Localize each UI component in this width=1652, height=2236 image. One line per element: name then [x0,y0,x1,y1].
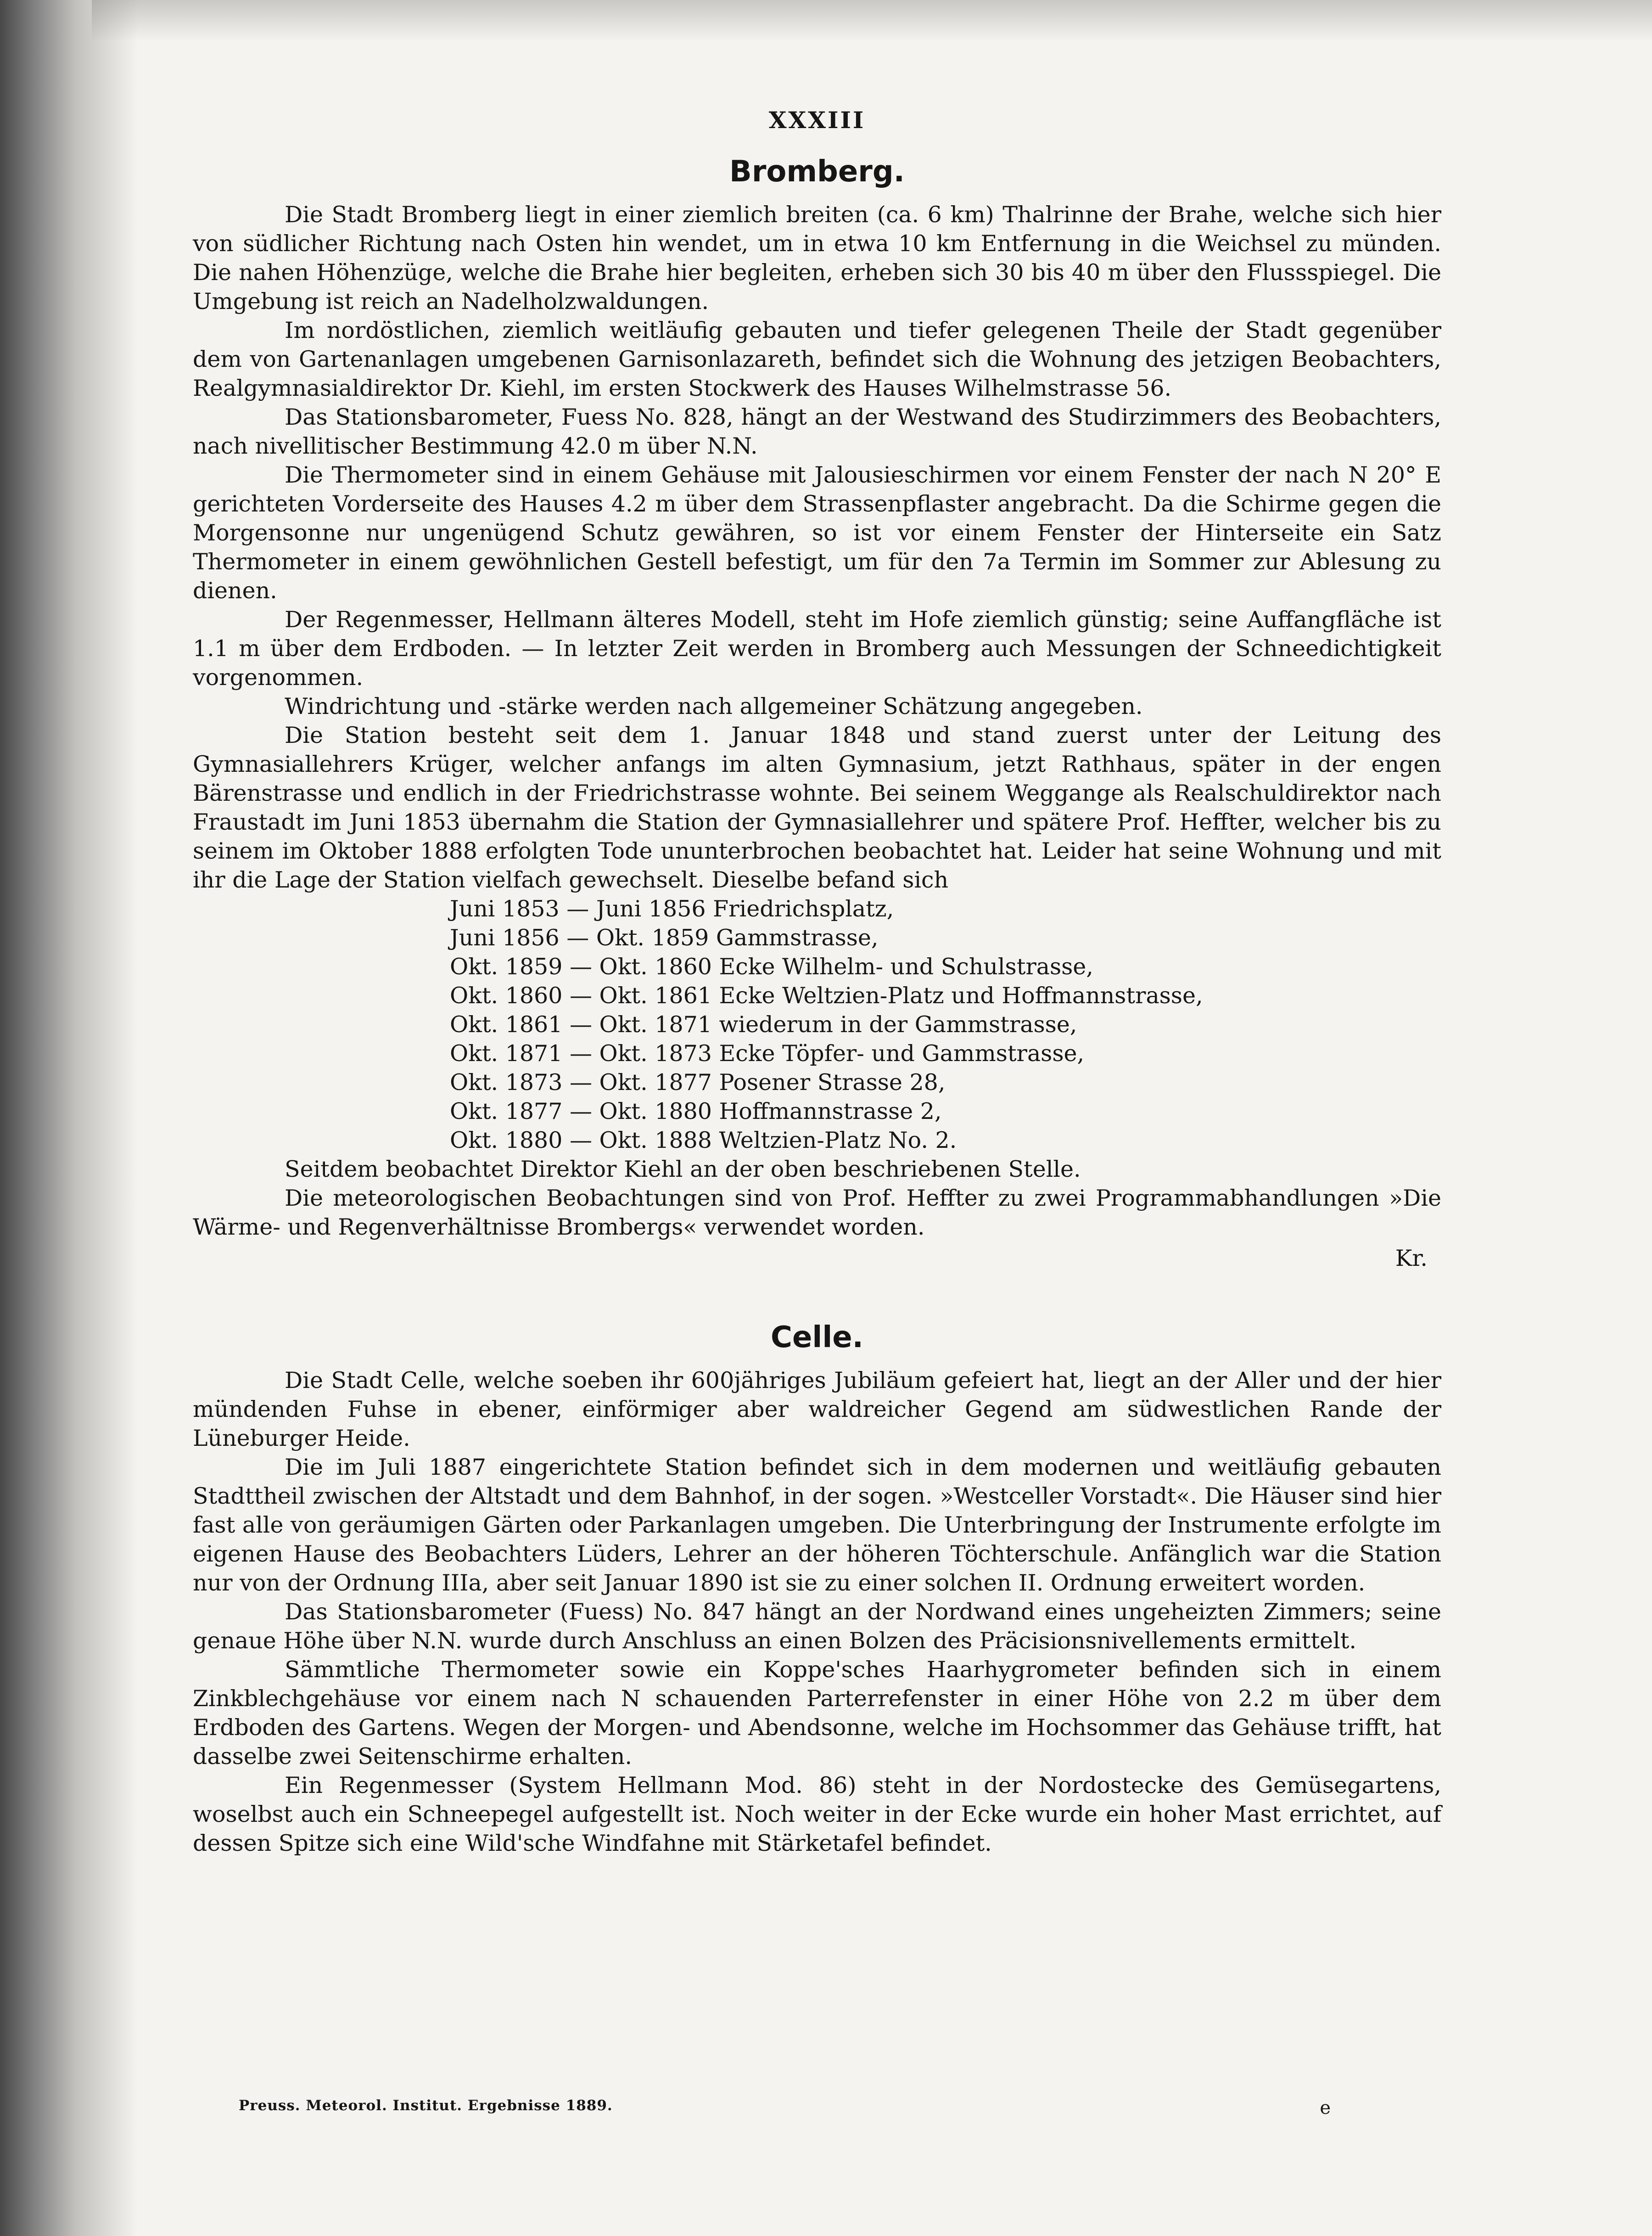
paragraph: Sämmtliche Thermometer sowie ein Koppe'sches Haarhygrometer befinden sich in einem Zinkblechgehäuse vor einem nach N schauenden Parterrefenster in einer Höhe von 2.2 m über dem Erdboden des Gartens. Wegen der Morgen- und Abendsonne, welche im Hochsommer das Gehäuse trifft, hat dasselbe zwei Seitenschirme erhalten. [193,1657,1441,1770]
location-entry: Okt. 1880 — Okt. 1888 Weltzien-Platz No. 2. [450,1127,957,1153]
paragraph: Windrichtung und -stärke werden nach allgemeiner Schätzung angegeben. [285,693,1143,719]
location-list [450,894,1441,1155]
page-number: XXXIII [768,107,866,134]
paragraph: Ein Regenmesser (System Hellmann Mod. 86) steht in der Nordostecke des Gemüsegartens, woselbst auch ein Schneepegel aufgestellt ist. Noch weiter in der Ecke wurde ein hoher Mast errichtet, auf dessen Spitze sich eine Wild'sche Windfahne mit Stärketafel befindet. [193,1772,1441,1856]
paragraph: Das Stationsbarometer, Fuess No. 828, hängt an der Westwand des Studirzimmers des Beobachters, nach nivellitischer Bestimmung 42.0 m über N.N. [193,404,1441,459]
section-celle [193,1320,1441,1858]
footer-signature-mark: e [1320,2097,1331,2118]
section-heading: Celle. [771,1320,863,1354]
location-entry: Okt. 1861 — Okt. 1871 wiederum in der Gammstrasse, [450,1011,1077,1038]
author-signature: Kr. [1395,1245,1428,1271]
document-page [193,106,1441,1858]
paragraph: Die Station besteht seit dem 1. Januar 1848 und stand zuerst unter der Leitung des Gymnasiallehrers Krüger, welcher anfangs im alten Gymnasium, jetzt Rathhaus, später in der engen Bärenstrasse und endlich in der Friedrichstrasse wohnte. Bei seinem Weggange als Realschuldirektor nach Fraustadt im Juni 1853 übernahm die Station der Gymnasiallehrer und spätere Prof. Heffter, welcher bis zu seinem im Oktober 1888 erfolgten Tode ununterbrochen beobachtet hat. Leider hat seine Wohnung und mit ihr die Lage der Station vielfach gewechselt. Dieselbe befand sich [193,722,1441,893]
paragraph: Das Stationsbarometer (Fuess) No. 847 hängt an der Nordwand eines ungeheizten Zimmers; seine genaue Höhe über N.N. wurde durch Anschluss an einen Bolzen des Präcisionsnivellements ermittelt. [193,1599,1441,1654]
section-heading: Bromberg. [729,155,905,189]
paragraph: Die Stadt Celle, welche soeben ihr 600jähriges Jubiläum gefeiert hat, liegt an der Aller und der hier mündenden Fuhse in ebener, einförmiger aber waldreicher Gegend am südwestlichen Rande der Lüneburger Heide. [193,1367,1441,1451]
page-footer [239,2097,1331,2118]
location-entry: Okt. 1860 — Okt. 1861 Ecke Weltzien-Platz und Hoffmannstrasse, [450,983,1203,1009]
location-entry: Okt. 1871 — Okt. 1873 Ecke Töpfer- und Gammstrasse, [450,1040,1085,1067]
scan-edge-shadow [0,0,138,2236]
paragraph: Im nordöstlichen, ziemlich weitläufig gebauten und tiefer gelegenen Theile der Stadt gegenüber dem von Gartenanlagen umgebenen Garnisonlazareth, befindet sich die Wohnung des jetzigen Beobachters, Realgymnasialdirektor Dr. Kiehl, im ersten Stockwerk des Hauses Wilhelmstrasse 56. [193,317,1441,401]
paragraph: Die Stadt Bromberg liegt in einer ziemlich breiten (ca. 6 km) Thalrinne der Brahe, welche sich hier von südlicher Richtung nach Osten hin wendet, um in etwa 10 km Entfernung in die Weichsel zu münden. Die nahen Höhenzüge, welche die Brahe hier begleiten, erheben sich 30 bis 40 m über den Flussspiegel. Die Umgebung ist reich an Nadelholzwaldungen. [193,202,1441,315]
paragraph: Der Regenmesser, Hellmann älteres Modell, steht im Hofe ziemlich günstig; seine Auffangfläche ist 1.1 m über dem Erdboden. — In letzter Zeit werden in Bromberg auch Messungen der Schneedichtigkeit vorgenommen. [193,607,1441,691]
location-entry: Juni 1856 — Okt. 1859 Gammstrasse, [450,925,879,951]
footer-publication: Preuss. Meteorol. Institut. Ergebnisse 1889. [239,2097,613,2114]
location-entry: Okt. 1859 — Okt. 1860 Ecke Wilhelm- und Schulstrasse, [450,954,1093,980]
scan-top-smudge [92,0,1652,41]
paragraph: Seitdem beobachtet Direktor Kiehl an der oben beschriebenen Stelle. [285,1156,1081,1182]
paragraph: Die im Juli 1887 eingerichtete Station befindet sich in dem modernen und weitläufig gebauten Stadttheil zwischen der Altstadt und dem Bahnhof, in der sogen. »Westceller Vorstadt«. Die Häuser sind hier fast alle von geräumigen Gärten oder Parkanlagen umgeben. Die Unterbringung der Instrumente erfolgte im eigenen Hause des Beobachters Lüders, Lehrer an der höheren Töchterschule. Anfänglich war die Station nur von der Ordnung IIIa, aber seit Januar 1890 ist sie zu einer solchen II. Ordnung erweitert worden. [193,1454,1441,1596]
location-entry: Juni 1853 — Juni 1856 Friedrichsplatz, [450,896,894,922]
section-bromberg [193,157,1441,1273]
paragraph: Die Thermometer sind in einem Gehäuse mit Jalousieschirmen vor einem Fenster der nach N 20° E gerichteten Vorderseite des Hauses 4.2 m über dem Strassenpflaster angebracht. Da die Schirme gegen die Morgensonne nur ungenügend Schutz gewähren, so ist vor einem Fenster der Hinterseite ein Satz Thermometer in einem gewöhnlichen Gestell befestigt, um für den 7a Termin im Sommer zur Ablesung zu dienen. [193,462,1441,604]
paragraph: Die meteorologischen Beobachtungen sind von Prof. Heffter zu zwei Programmabhandlungen »Die Wärme- und Regenverhältnisse Brombergs« verwendet worden. [193,1185,1441,1240]
location-entry: Okt. 1873 — Okt. 1877 Posener Strasse 28, [450,1069,946,1096]
location-entry: Okt. 1877 — Okt. 1880 Hoffmannstrasse 2, [450,1098,942,1124]
